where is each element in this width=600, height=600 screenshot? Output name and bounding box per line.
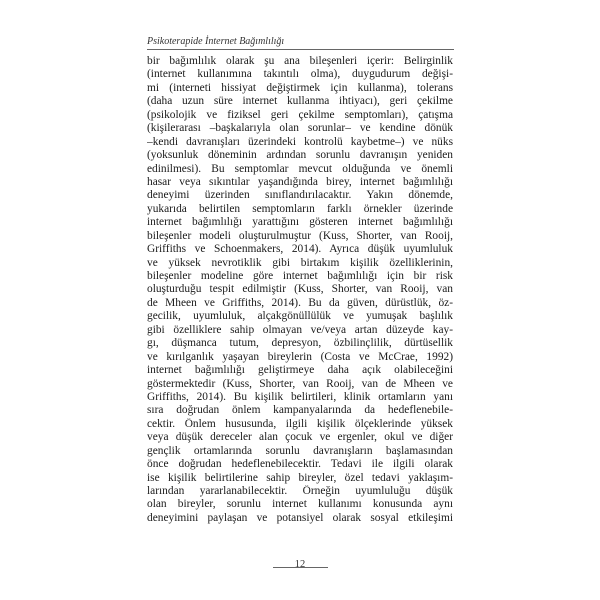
text-line: ve kırılganlık yaşayan bireylerin (Costa ve McCrae, 1992) (147, 350, 453, 363)
text-line: oluşturduğu tespit edilmiştir (Kuss, Shorter, van Rooij, van (147, 283, 453, 296)
text-line: (kişilerarası –başkalarıyla olan sorunlar– ve kendine dönük (147, 122, 453, 135)
page-number: 12 (294, 559, 306, 570)
text-line: deneyimi üzerinden sınıflandırılacaktır. Yakın dönemde, (147, 189, 453, 202)
text-line: internet bağımlılığı yarattığını gösteren internet bağımlılığı (147, 216, 453, 229)
text-line: göstermektedir (Kuss, Shorter, van Rooij, van de Mheen ve (147, 377, 453, 390)
text-line: gençlik ortamlarında sorunlu davranışların başlamasından (147, 444, 453, 457)
text-line: (yoksunluk döneminin ardından sorunlu davranışın yeniden (147, 149, 453, 162)
text-line: sıra doğrudan önlem kampanyalarında da hedeflenebile- (147, 404, 453, 417)
text-line: önce doğrudan hedeflenebilecektir. Tedavi ile ilgili olarak (147, 458, 453, 471)
running-head: Psikoterapide İnternet Bağımlılığı (147, 36, 285, 47)
text-line: bileşenler modeli oluşturulmuştur (Kuss, Shorter, van Rooij, (147, 229, 453, 242)
header-rule (147, 49, 454, 50)
text-line: ve yüksek nevrotiklik gibi birtakım kişilik özelliklerinin, (147, 256, 453, 269)
text-line: deneyimini paylaşan ve potansiyel olarak sosyal etkileşimi (147, 511, 453, 524)
text-line: internet bağımlılığı geliştirmeye daha açık olabileceğini (147, 364, 453, 377)
text-line: (psikolojik ve fiziksel geri çekilme semptomları), çatışma (147, 108, 453, 121)
text-line: bileşenler modeline göre internet bağımlılığı için bir risk (147, 270, 453, 282)
page-footer (147, 554, 453, 572)
text-line: gı, düşmanca tutum, depresyon, özbilinçlilik, dürtüsellik (147, 337, 453, 350)
text-line: veya düşük dereceler alan çocuk ve ergenler, okul ve diğer (147, 431, 453, 444)
text-line: bir bağımlılık olarak şu ana bileşenleri içerir: Belirginlik (147, 55, 453, 67)
text-line: de Mheen ve Griffiths, 2014). Bu da güven, dürüstlük, öz- (147, 296, 453, 309)
text-line: mi (interneti hissiyat değiştirmek için kullanma), tolerans (147, 81, 453, 94)
body-text (147, 55, 453, 525)
text-line: gecilik, uyumluluk, alçakgönüllülük ve yumuşak başlılık (147, 310, 453, 323)
text-line: –kendi davranışları üzerindeki kontrolü kaybetme–) ve nüks (147, 135, 453, 148)
footer-rule (273, 567, 328, 568)
text-line: Griffiths, 2014). Bu kişilik belirtileri, klinik ortamların yanı (147, 390, 453, 403)
text-line: (daha uzun süre internet kullanma ihtiyacı), geri çekilme (147, 95, 453, 108)
text-line: ise kişilik belirtilerine sahip bireyler, özel tedavi yaklaşım- (147, 471, 453, 484)
text-line: gibi özelliklere sahip olmayan ve/veya artan düzeyde kay- (147, 323, 453, 336)
text-line: Griffiths ve Schoenmakers, 2014). Ayrıca düşük uyumluluk (147, 243, 453, 256)
text-line: larından yararlanabilecektir. Örneğin uyumluluğu düşük (147, 485, 453, 497)
text-line: cektir. Önlem hususunda, ilgili kişilik ölçeklerinde yüksek (147, 417, 453, 430)
text-line: olan bireyler, sorunlu internet kullanımı konusunda aynı (147, 498, 453, 511)
text-line: edinilmesi). Bu semptomlar mevcut olduğunda ve önemli (147, 162, 453, 175)
text-line: (internet kullanımına takıntılı olma), duygudurum değişi- (147, 68, 453, 81)
text-line: hasar veya sıkıntılar yaşandığında birey, internet bağımlılığı (147, 175, 453, 188)
text-line: yukarıda belirtilen semptomların farklı örnekler üzerinde (147, 202, 453, 215)
